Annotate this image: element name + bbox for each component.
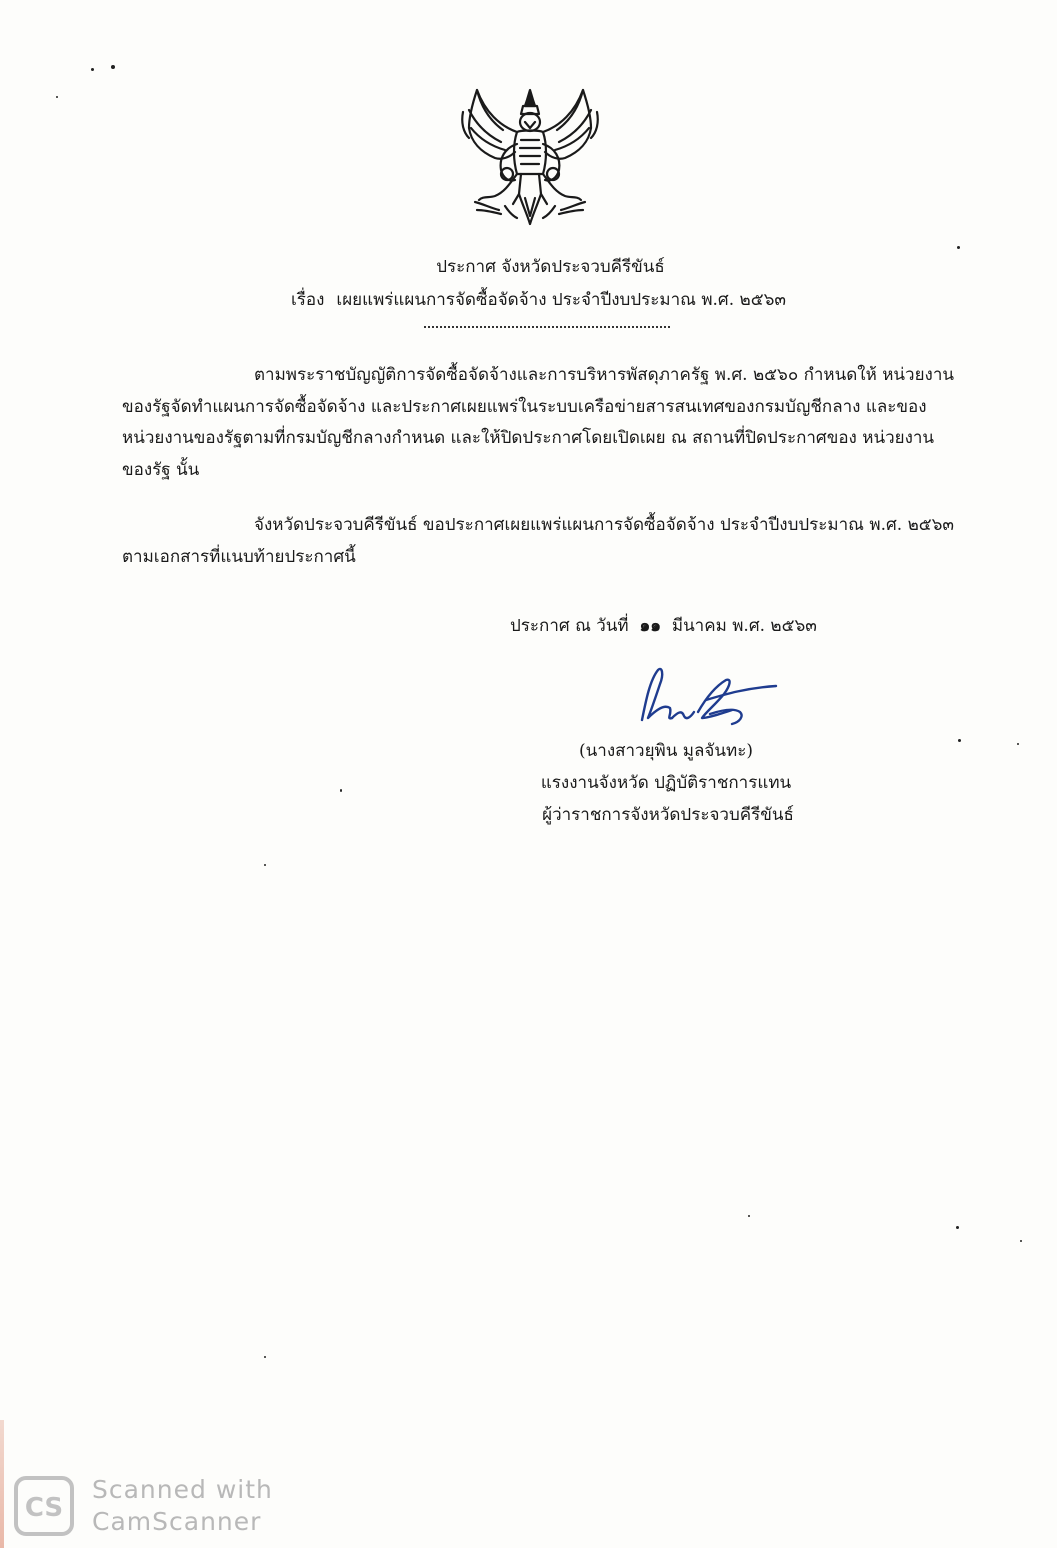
scan-speck xyxy=(958,739,961,742)
watermark-line-2: CamScanner xyxy=(92,1507,262,1536)
garuda-emblem-icon xyxy=(455,82,605,232)
handwritten-signature xyxy=(636,660,781,735)
scan-speck xyxy=(1020,1240,1022,1242)
date-prefix: ประกาศ ณ วันที่ xyxy=(510,616,629,636)
scan-speck xyxy=(91,68,94,71)
scan-speck xyxy=(264,864,266,866)
camscanner-logo-icon xyxy=(13,1475,75,1537)
signer-office: ผู้ว่าราชการจังหวัดประจวบคีรีขันธ์ xyxy=(542,805,794,825)
announcement-date xyxy=(510,612,817,639)
body-paragraph-1 xyxy=(122,360,962,486)
subject-label: เรื่อง xyxy=(290,290,325,310)
scan-edge xyxy=(0,1420,4,1548)
announcement-title: ประกาศ จังหวัดประจวบคีรีขันธ์ xyxy=(436,257,665,277)
scan-speck xyxy=(957,246,960,249)
scan-speck xyxy=(56,96,58,98)
scan-speck xyxy=(956,1226,959,1229)
camscanner-watermark xyxy=(13,1473,283,1543)
camscanner-logo-text: CS xyxy=(24,1493,64,1523)
date-month-year: มีนาคม พ.ศ. ๒๕๖๓ xyxy=(671,616,817,636)
watermark-line-1: Scanned with xyxy=(92,1475,273,1504)
scan-speck xyxy=(748,1215,750,1217)
scan-speck xyxy=(264,1356,266,1358)
paragraph-1-text: ตามพระราชบัญญัติการจัดซื้อจัดจ้างและการบริหารพัสดุภาครัฐ พ.ศ. ๒๕๖๐ กำหนดให้ หน่วยงานของรัฐจัดทำแผนการจัดซื้อจัดจ้าง และประกาศเผยแพร่ในระบบเครือข่ายสารสนเทศของกรมบัญชีกลาง และของหน่วยงานของรัฐตามที่กรมบัญชีกลางกำหนด และให้ปิดประกาศโดยเปิดเผย ณ สถานที่ปิดประกาศของ หน่วยงานของรัฐ นั้น xyxy=(122,365,955,480)
scan-speck xyxy=(1017,743,1019,745)
body-paragraph-2 xyxy=(122,510,962,573)
signer-name: (นางสาวยุพิน มูลจันทะ) xyxy=(579,741,753,761)
dotted-divider xyxy=(424,326,670,328)
scan-speck xyxy=(340,789,342,792)
scan-speck xyxy=(111,65,115,69)
signer-role: แรงงานจังหวัด ปฏิบัติราชการแทน xyxy=(540,773,792,793)
subject-text: เผยแพร่แผนการจัดซื้อจัดจ้าง ประจำปีงบประมาณ พ.ศ. ๒๕๖๓ xyxy=(336,290,787,310)
date-day: ๑๑ xyxy=(639,616,662,636)
announcement-subject-line xyxy=(10,286,1057,313)
paragraph-2-text: จังหวัดประจวบคีรีขันธ์ ขอประกาศเผยแพร่แผนการจัดซื้อจัดจ้าง ประจำปีงบประมาณ พ.ศ. ๒๕๖๓ ตามเอกสารที่แนบท้ายประกาศนี้ xyxy=(122,515,955,567)
